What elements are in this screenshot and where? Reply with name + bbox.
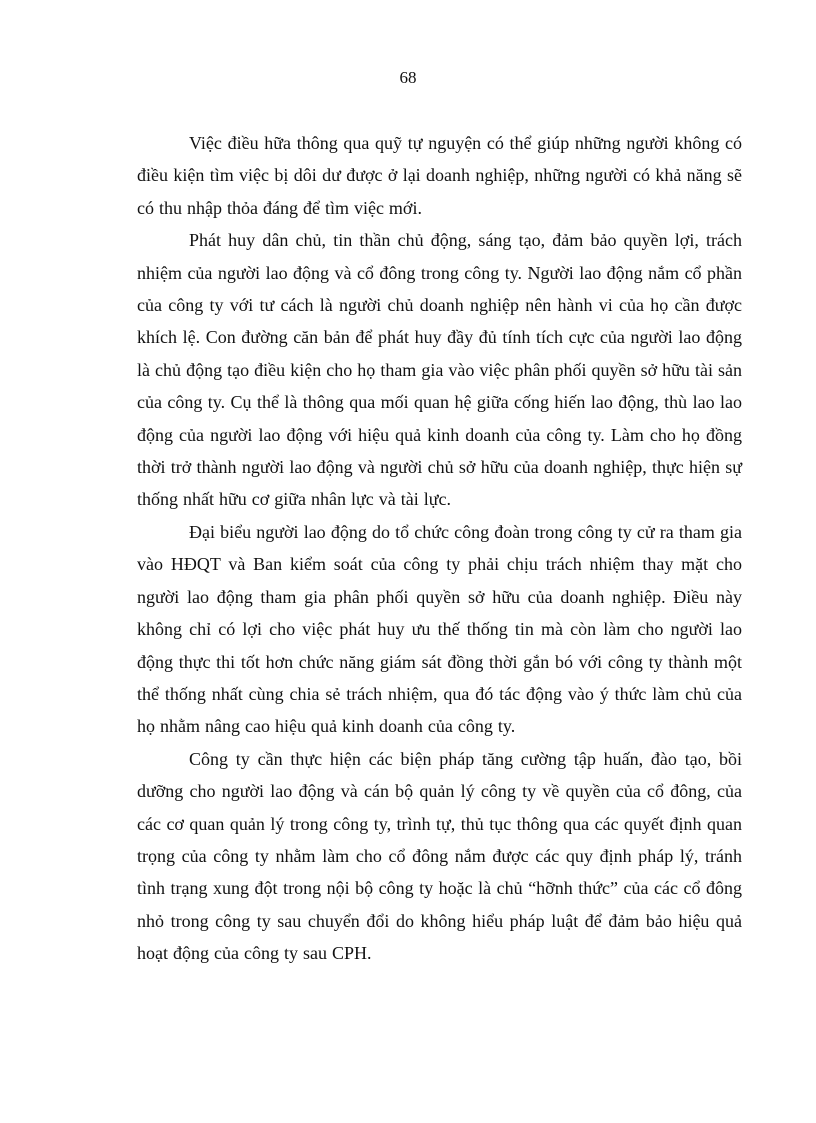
page-number: 68	[399, 68, 417, 87]
paragraph-3: Đại biểu người lao động do tổ chức công đoàn trong công ty cử ra tham gia vào HĐQT và Ban kiểm soát của công ty phải chịu trách nhiệm thay mặt cho người lao động tham gia phân phối quyền sở hữu của doanh nghiệp. Điều này không chỉ có lợi cho việc phát huy ưu thế thống tin mà còn làm cho người lao động thực thi tốt hơn chức năng giám sát đồng thời gắn bó với công ty thành một thể thống nhất cùng chia sẻ trách nhiệm, qua đó tác động vào ý thức làm chủ của họ nhằm nâng cao hiệu quả kinh doanh của công ty.	[137, 521, 742, 737]
paragraph-4: Công ty cần thực hiện các biện pháp tăng cường tập huấn, đào tạo, bồi dưỡng cho người lao động và cán bộ quản lý công ty về quyền của cổ đông, của các cơ quan quản lý trong công ty, trình tự, thủ tục thông qua các quyết định quan trọng của công ty nhằm làm cho cổ đông nắm được các quy định pháp lý, tránh tình trạng xung đột trong nội bộ công ty hoặc là chủ “hỡnh thức” của các cổ đông nhỏ trong công ty sau chuyển đổi do không hiểu pháp luật để đảm bảo hiệu quả hoạt động của công ty sau CPH.	[137, 748, 742, 964]
paragraph-1: Việc điều hữa thông qua quỹ tự nguyện có thể giúp những người không có điều kiện tìm việc bị dôi dư được ở lại doanh nghiệp, những người có khả năng sẽ có thu nhập thỏa đáng để tìm việc mới.	[137, 133, 742, 218]
paragraph-2: Phát huy dân chủ, tin thần chủ động, sáng tạo, đảm bảo quyền lợi, trách nhiệm của người lao động và cổ đông trong công ty. Người lao động nắm cổ phần của công ty với tư cách là người chủ doanh nghiệp nên hành vi của họ cần được khích lệ. Con đường căn bản để phát huy đầy đủ tính tích cực của người lao động là chủ động tạo điều kiện cho họ tham gia vào việc phân phối quyền sở hữu tài sản của công ty. Cụ thể là thông qua mối quan hệ giữa cống hiến lao động, thù lao lao động của người lao động với hiệu quả kinh doanh của công ty. Làm cho họ đồng thời trở thành người lao động và người chủ sở hữu của doanh nghiệp, thực hiện sự thống nhất hữu cơ giữa nhân lực và tài lực.	[137, 230, 742, 510]
body-text	[137, 127, 742, 970]
